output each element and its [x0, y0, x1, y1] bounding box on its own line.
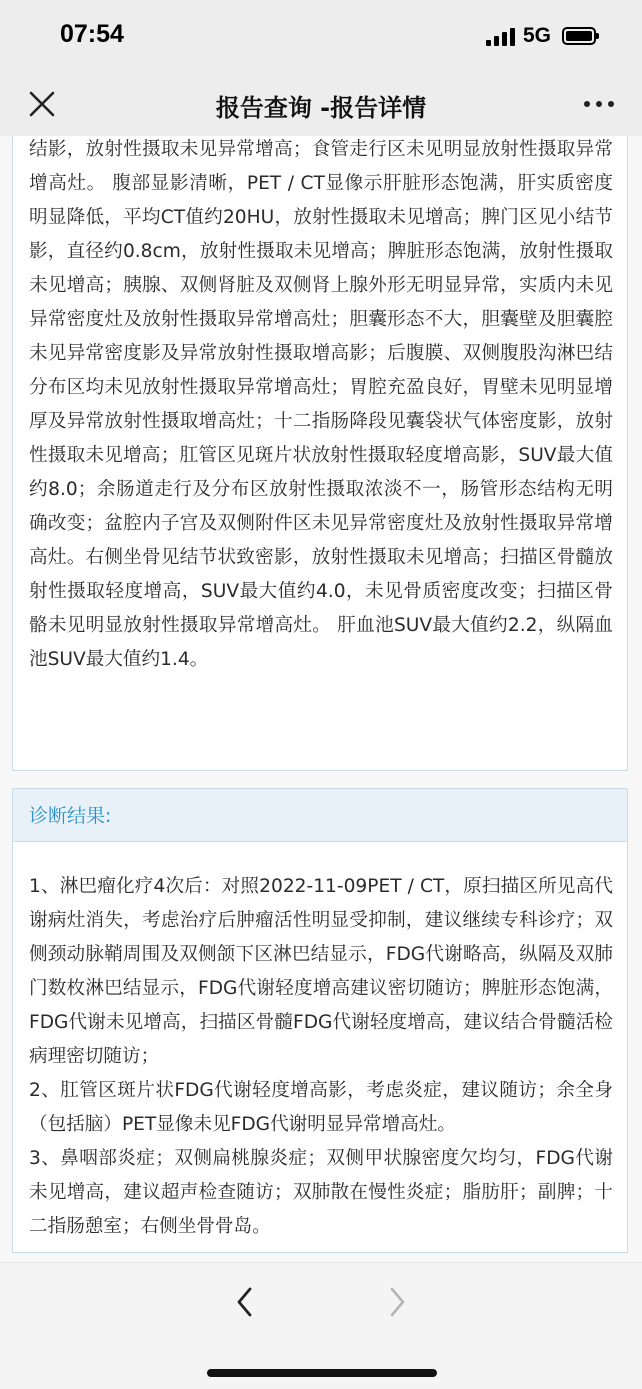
report-content[interactable] — [0, 136, 642, 1262]
diagnosis-header — [12, 788, 628, 842]
diagnosis-section — [12, 841, 628, 1253]
diagnosis-title: 诊断结果: — [29, 805, 112, 827]
diagnosis-item: 2、肛管区斑片状FDG代谢轻度增高影，考虑炎症，建议随访；余全身（包括脑）PET显像未见FDG代谢明显异常增高灶。 — [29, 1080, 613, 1135]
findings-text: 结影，放射性摄取未见异常增高；食管走行区未见明显放射性摄取异常增高灶。 腹部显影清晰，PET / CT显像示肝脏形态饱满，肝实质密度明显降低，平均CT值约20HU，放射性摄取未见增高；脾门区见小结节影，直径约0.8cm，放射性摄取未见增高；脾脏形态饱满，放射性摄取未见增高；胰腺、双侧肾脏及双侧肾上腺外形无明显异常，实质内未见异常密度灶及放射性摄取异常增高灶；胆囊形态不大，胆囊壁及胆囊腔未见异常密度影及异常放射性摄取增高影；后腹膜、双侧腹股沟淋巴结分布区均未见放射性摄取异常增高灶；胃腔充盈良好，胃壁未见明显增厚及异常放射性摄取增高灶；十二指肠降段见囊袋状气体密度影，放射性摄取未见增高；肛管区见斑片状放射性摄取轻度增高影，SUV最大值约8.0；余肠道走行及分布区放射性摄取浓淡不一，肠管形态结构无明确改变；盆腔内子宫及双侧附件区未见异常密度灶及放射性摄取异常增高灶。右侧坐骨见结节状致密影，放射性摄取未见增高；扫描区骨髓放射性摄取轻度增高，SUV最大值约4.0，未见骨质密度改变；扫描区骨骼未见明显放射性摄取异常增高灶。 肝血池SUV最大值约2.2，纵隔血池SUV最大值约1.4。 — [29, 139, 613, 670]
page-title: 报告查询 -报告详情 — [215, 94, 427, 122]
nav-bar — [0, 74, 642, 136]
diagnosis-item: 1、淋巴瘤化疗4次后：对照2022-11-09PET / CT，原扫描区所见高代谢病灶消失，考虑治疗后肿瘤活性明显受抑制，建议继续专科诊疗；双侧颈动脉鞘周围及双侧颌下区淋巴结显示，FDG代谢略高，纵隔及双肺门数枚淋巴结显示，FDG代谢轻度增高建议密切随访；脾脏形态饱满，FDG代谢未见增高，扫描区骨髓FDG代谢轻度增高，建议结合骨髓活检病理密切随访； — [29, 876, 613, 1067]
signal-icon — [486, 28, 516, 46]
status-bar — [0, 0, 642, 74]
forward-arrow-icon[interactable] — [382, 1285, 412, 1319]
status-time: 07:54 — [60, 20, 124, 48]
home-indicator[interactable] — [207, 1369, 437, 1377]
back-arrow-icon[interactable] — [230, 1285, 260, 1319]
network-label: 5G — [523, 24, 552, 47]
battery-icon — [562, 27, 596, 45]
diagnosis-item: 3、鼻咽部炎症；双侧扁桃腺炎症；双侧甲状腺密度欠均匀，FDG代谢未见增高，建议超声检查随访；双肺散在慢性炎症；脂肪肝；副脾；十二指肠憩室；右侧坐骨骨岛。 — [29, 1148, 613, 1237]
findings-section — [12, 136, 628, 771]
more-icon[interactable] — [584, 101, 616, 109]
